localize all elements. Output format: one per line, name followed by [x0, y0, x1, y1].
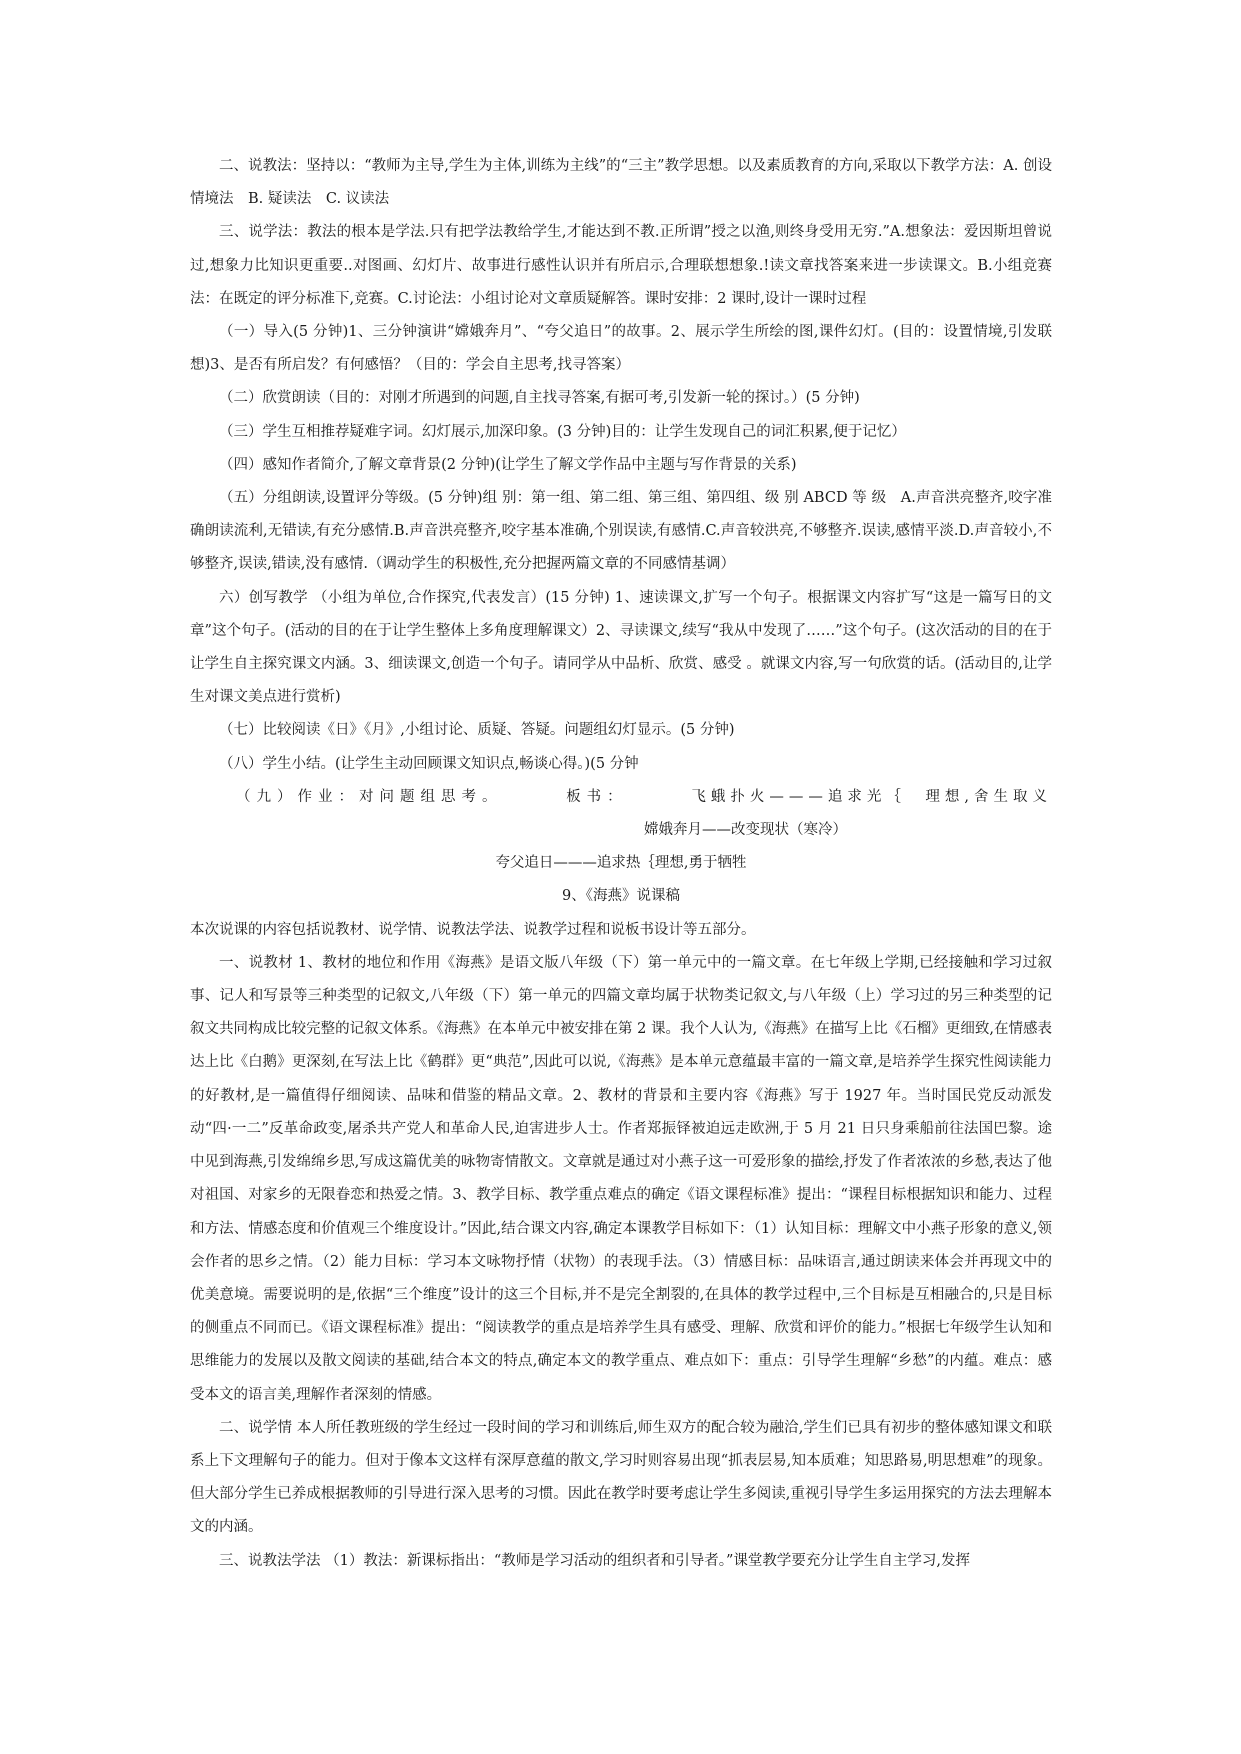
- homework-text: （九）作业：对问题组思考。: [236, 788, 503, 805]
- paragraph: （五）分组朗读,设置评分等级。(5 分钟)组 别：第一组、第二组、第三组、第四组、级 别 ABCD 等 级 A.声音洪亮整齐,咬字准确朗读流利,无错读,有充分感情.B.声音洪亮整齐,咬字基本准确,个别误读,有感情.C.声音较洪亮,不够整齐.误读,感情平淡.D.声音较小,不够整齐,误读,错读,没有感情.（调动学生的积极性,充分把握两篇文章的不同感情基调）: [190, 490, 1052, 573]
- section-title: 9、《海燕》说课稿: [562, 888, 680, 905]
- paragraph: 二、说教法：坚持以：“教师为主导,学生为主体,训练为主线”的“三主”教学思想。以及素质教育的方向,采取以下教学方法：A. 创设情境法 B. 疑读法 C. 议读法: [190, 158, 1052, 208]
- board-line-1-text: 飞蛾扑火———追求光｛ 理想,舍生取义: [691, 788, 1052, 805]
- paragraph: 六）创写教学 （小组为单位,合作探究,代表发言）(15 分钟) 1、速读课文,扩写一个句子。根据课文内容扩写“这是一篇写日的文章”这个句子。(活动的目的在于让学生整体上多角度理解课文）2、寻读课文,续写“我从中发现了……”这个句子。(这次活动的目的在于让学生自主探究课文内涵。3、细读课文,创造一个句子。请同学从中品析、欣赏、感受 。就课文内容,写一句欣赏的话。(活动目的,让学生对课文美点进行赏析): [190, 589, 1052, 706]
- board-label: 板书：: [566, 788, 628, 805]
- paragraph: （八）学生小结。(让学生主动回顾课文知识点,畅谈心得。)(5 分钟: [219, 755, 639, 772]
- paragraph: （四）感知作者简介,了解文章背景(2 分钟)(让学生了解文学作品中主题与写作背景的关系): [219, 456, 797, 473]
- paragraph: 二、说学情 本人所任教班级的学生经过一段时间的学习和训练后,师生双方的配合较为融洽,学生们已具有初步的整体感知课文和联系上下文理解句子的能力。但对于像本文这样有深厚意蕴的散文,学习时则容易出现“抓表层易,知本质难；知思路易,明思想难”的现象。但大部分学生已养成根据教师的引导进行深入思考的习惯。因此在教学时要考虑让学生多阅读,重视引导学生多运用探究的方法去理解本文的内涵。: [190, 1419, 1052, 1536]
- paragraph: （七）比较阅读《日》《月》,小组讨论、质疑、答疑。问题组幻灯显示。(5 分钟): [219, 722, 735, 739]
- paragraph: 三、说学法：教法的根本是学法.只有把学法教给学生,才能达到不教.正所谓”授之以渔,则终身受用无穷.”A.想象法：爱因斯坦曾说过,想象力比知识更重要..对图画、幻灯片、故事进行感性认识并有所启示,合理联想想象.!读文章找答案来进一步读课文。B.小组竞赛法：在既定的评分标准下,竞赛。C.讨论法：小组讨论对文章质疑解答。课时安排：2 课时,设计一课时过程: [190, 224, 1052, 307]
- document-page: [190, 150, 1052, 1578]
- paragraph: 本次说课的内容包括说教材、说学情、说教法学法、说教学过程和说板书设计等五部分。: [190, 921, 756, 938]
- paragraph: 一、说教材 1、教材的地位和作用《海燕》是语文版八年级（下）第一单元中的一篇文章。在七年级上学期,已经接触和学习过叙事、记人和写景等三种类型的记叙文,八年级（下）第一单元的四篇文章均属于状物类记叙文,与八年级（上）学习过的另三种类型的记叙文共同构成比较完整的记叙文体系。《海燕》在本单元中被安排在第 2 课。我个人认为,《海燕》在描写上比《石榴》更细致,在情感表达上比《白鹅》更深刻,在写法上比《鹤群》更“典范”,因此可以说,《海燕》是本单元意蕴最丰富的一篇文章,是培养学生探究性阅读能力的好教材,是一篇值得仔细阅读、品味和借鉴的精品文章。2、教材的背景和主要内容《海燕》写于 1927 年。当时国民党反动派发动“四·一二”反革命政变,屠杀共产党人和革命人民,迫害进步人士。作者郑振铎被迫远走欧洲,于 5 月 21 日只身乘船前往法国巴黎。途中见到海燕,引发绵绵乡思,写成这篇优美的咏物寄情散文。文章就是通过对小燕子这一可爱形象的描绘,抒发了作者浓浓的乡愁,表达了他对祖国、对家乡的无限眷恋和热爱之情。3、教学目标、教学重点难点的确定《语文课程标准》提出：“课程目标根据知识和能力、过程和方法、情感态度和价值观三个维度设计。”因此,结合课文内容,确定本课教学目标如下：（1）认知目标：理解文中小燕子形象的意义,领会作者的思乡之情。（2）能力目标：学习本文咏物抒情（状物）的表现手法。（3）情感目标：品味语言,通过朗读来体会并再现文中的优美意境。需要说明的是,依据“三个维度”设计的这三个目标,并不是完全割裂的,在具体的教学过程中,三个目标是互相融合的,只是目标的侧重点不同而已。《语文课程标准》提出：“阅读教学的重点是培养学生具有感受、理解、欣赏和评价的能力。”根据七年级学生认知和思维能力的发展以及散文阅读的基础,结合本文的特点,确定本文的教学重点、难点如下：重点：引导学生理解“乡愁”的内蕴。难点：感受本文的语言美,理解作者深刻的情感。: [190, 954, 1052, 1403]
- board-line-3: 夸父追日———追求热｛理想,勇于牺牲: [495, 855, 747, 872]
- board-line-2: 嫦娥奔月——改变现状（寒冷）: [644, 822, 847, 839]
- paragraph: （二）欣赏朗读（目的：对刚才所遇到的问题,自主找寻答案,有据可考,引发新一轮的探讨。）(5 分钟): [219, 390, 860, 407]
- paragraph: （一）导入(5 分钟)1、三分钟演讲“嫦娥奔月”、“夸父追日”的故事。2、展示学生所绘的图,课件幻灯。(目的：设置情境,引发联想)3、是否有所启发？有何感悟？（目的：学会自主思考,找寻答案）: [190, 324, 1052, 374]
- board-line-1: [190, 781, 1052, 814]
- paragraph: （三）学生互相推荐疑难字词。幻灯展示,加深印象。(3 分钟)目的：让学生发现自己的词汇积累,便于记忆）: [219, 423, 906, 440]
- paragraph: 三、说教法学法 （1）教法：新课标指出：“教师是学习活动的组织者和引导者。”课堂教学要充分让学生自主学习,发挥: [219, 1552, 971, 1569]
